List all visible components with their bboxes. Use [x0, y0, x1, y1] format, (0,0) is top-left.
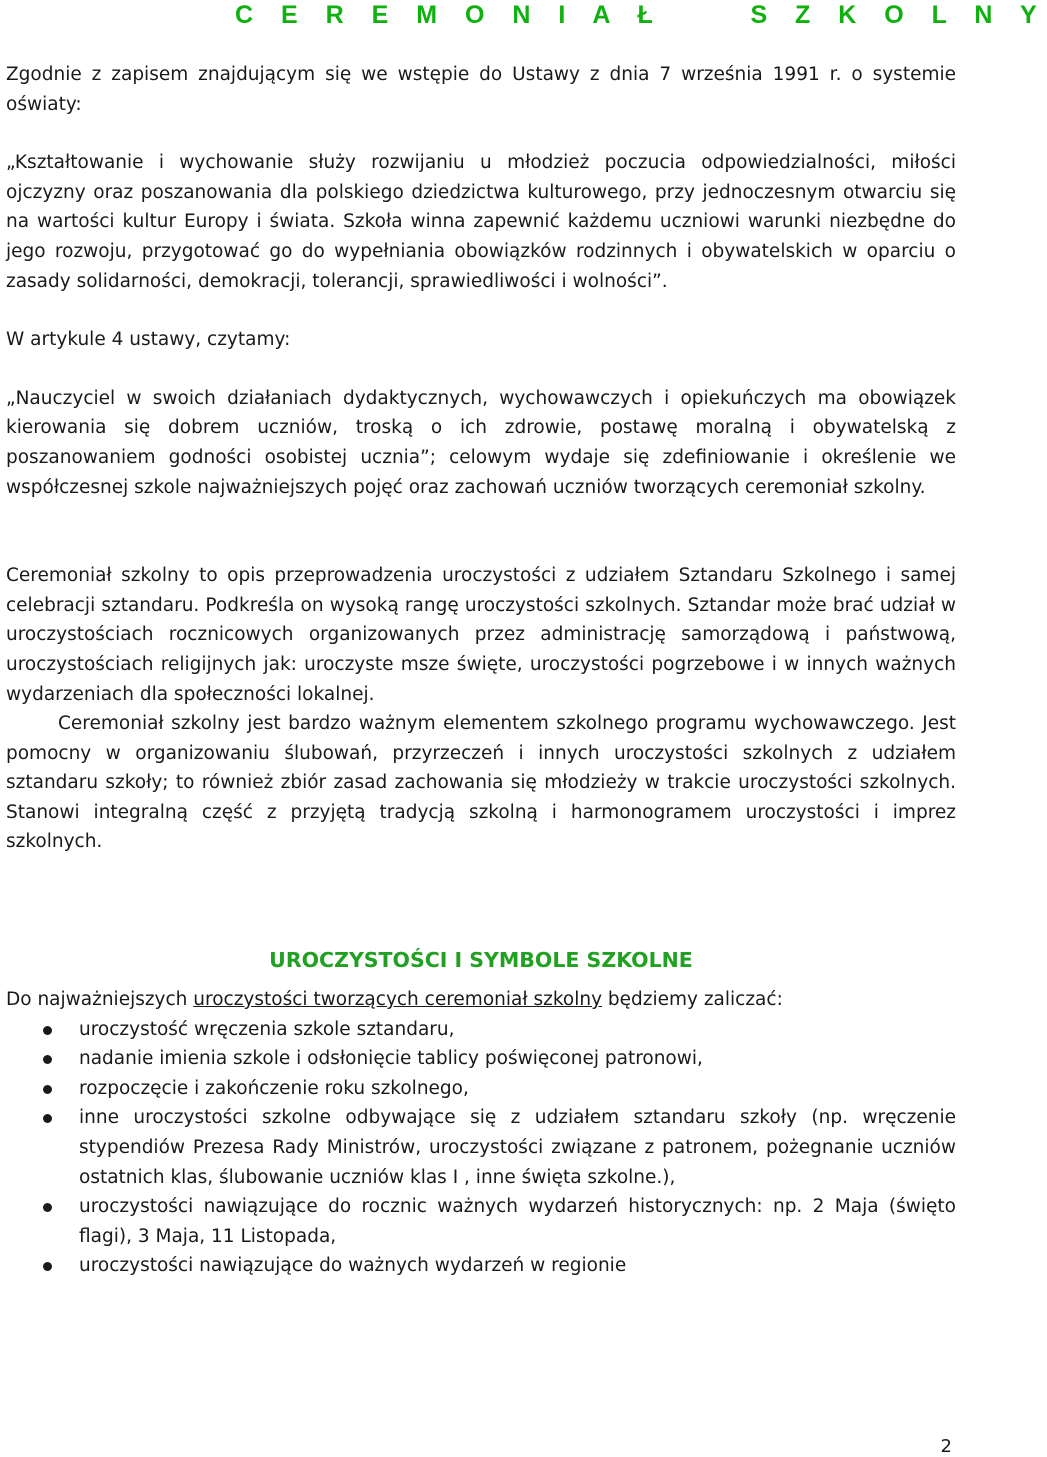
- list-item: uroczystości nawiązujące do ważnych wydarzeń w regionie: [6, 1251, 956, 1281]
- list-item: uroczystości nawiązujące do rocznic ważnych wydarzeń historycznych: np. 2 Maja (święto flagi), 3 Maja, 11 Listopada,: [6, 1192, 956, 1251]
- bullet-icon: [43, 1085, 52, 1094]
- document-body: [6, 60, 956, 1281]
- quote-article-4: „Nauczyciel w swoich działaniach dydaktycznych, wychowawczych i opiekuńczych ma obowiązek kierowania się dobrem uczniów, troską o ich zdrowie, postawę moralną i obywatelską z poszanowaniem godności osobistej ucznia”; celowym wydaje się zdefiniowanie i określenie we współczesnej szkole najważniejszych pojęć oraz zachowań uczniów tworzących ceremoniał szkolny.: [6, 387, 956, 498]
- list-intro-underlined: uroczystości tworzących ceremoniał szkolny: [193, 989, 603, 1011]
- bullet-icon: [43, 1114, 52, 1123]
- page-number: 2: [940, 1436, 952, 1457]
- list-item: nadanie imienia szkole i odsłonięcie tablicy poświęconej patronowi,: [6, 1044, 956, 1074]
- list-item: rozpoczęcie i zakończenie roku szkolnego,: [6, 1074, 956, 1104]
- program-paragraph: Ceremoniał szkolny jest bardzo ważnym elementem szkolnego programu wychowawczego. Jest pomocny w organizowaniu ślubowań, przyrzeczeń i innych uroczystości szkolnych z udziałem sztandaru szkoły; to również zbiór zasad zachowania się młodzieży w trakcie uroczystości szkolnych. Stanowi integralną część z przyjętą tradycją szkolną i harmonogramem uroczystości i imprez szkolnych.: [6, 713, 956, 853]
- list-intro-after: będziemy zaliczać:: [602, 989, 783, 1011]
- ceremonial-paragraph: Ceremoniał szkolny to opis przeprowadzenia uroczystości z udziałem Sztandaru Szkolnego i samej celebracji sztandaru. Podkreśla on wysoką rangę uroczystości szkolnych. Sztandar może brać udział w uroczystościach rocznicowych organizowanych przez administrację samorządową i państwową, uroczystościach religijnych jak: uroczyste msze święte, uroczystości pogrzebowe i w innych ważnych wydarzeniach dla społeczności lokalnej.: [6, 565, 956, 705]
- article-intro: W artykule 4 ustawy, czytamy:: [6, 329, 291, 351]
- document-title: C E R E M O N I A Ł S Z K O L N Y: [235, 1, 1047, 29]
- bullet-icon: [43, 1055, 52, 1064]
- bullet-icon: [43, 1203, 52, 1212]
- list-intro: [6, 985, 956, 1015]
- quote-ustawa: „Kształtowanie i wychowanie służy rozwijaniu u młodzież poczucia odpowiedzialności, miłości ojczyzny oraz poszanowania dla polskiego dziedzictwa kulturowego, przy jednoczesnym otwarciu się na wartości kultur Europy i świata. Szkoła winna zapewnić każdemu uczniowi warunki niezbędne do jego rozwoju, przygotować go do wypełniania obowiązków rodzinnych i obywatelskich w oparciu o zasady solidarności, demokracji, tolerancji, sprawiedliwości i wolności”.: [6, 152, 956, 292]
- list-intro-before: Do najważniejszych: [6, 989, 194, 1011]
- bullet-icon: [43, 1262, 52, 1271]
- section-heading: UROCZYSTOŚCI I SYMBOLE SZKOLNE: [269, 948, 693, 973]
- intro-paragraph: Zgodnie z zapisem znajdującym się we wstępie do Ustawy z dnia 7 września 1991 r. o systemie oświaty:: [6, 64, 956, 115]
- list-item: uroczystość wręczenia szkole sztandaru,: [6, 1015, 956, 1045]
- list-item: inne uroczystości szkolne odbywające się z udziałem sztandaru szkoły (np. wręczenie stypendiów Prezesa Rady Ministrów, uroczystości związane z patronem, pożegnanie uczniów ostatnich klas, ślubowanie uczniów klas I , inne święta szkolne.),: [6, 1103, 956, 1192]
- ceremonies-list: [6, 1015, 956, 1281]
- bullet-icon: [43, 1026, 52, 1035]
